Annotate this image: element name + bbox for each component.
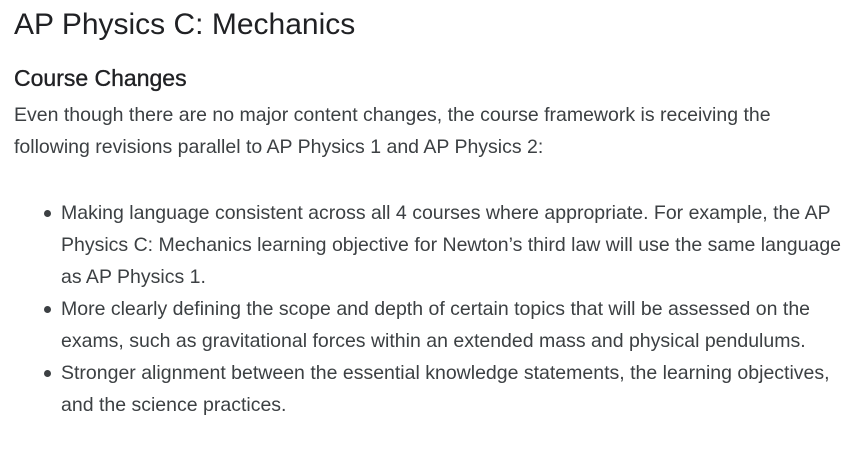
list-item <box>61 197 847 293</box>
bullet-icon <box>44 210 51 217</box>
changes-list <box>14 197 847 421</box>
section-heading: Course Changes <box>14 65 187 91</box>
bullet-icon <box>44 370 51 377</box>
list-item-text: More clearly defining the scope and depth of certain topics that will be assessed on the exams, such as gravitational forces within an extended mass and physical pendulums. <box>61 298 811 352</box>
page-title: AP Physics C: Mechanics <box>14 8 356 41</box>
list-item-text: Stronger alignment between the essential knowledge statements, the learning objectives, and the science practices. <box>61 362 830 416</box>
list-item <box>61 357 847 421</box>
bullet-icon <box>44 306 51 313</box>
intro-paragraph: Even though there are no major content changes, the course framework is receiving the following revisions parallel to AP Physics 1 and AP Physics 2: <box>14 104 771 158</box>
list-item <box>61 293 847 357</box>
list-item-text: Making language consistent across all 4 courses where appropriate. For example, the AP Physics C: Mechanics learning objective for Newton’s third law will use the same language as AP Physics 1. <box>61 202 842 288</box>
